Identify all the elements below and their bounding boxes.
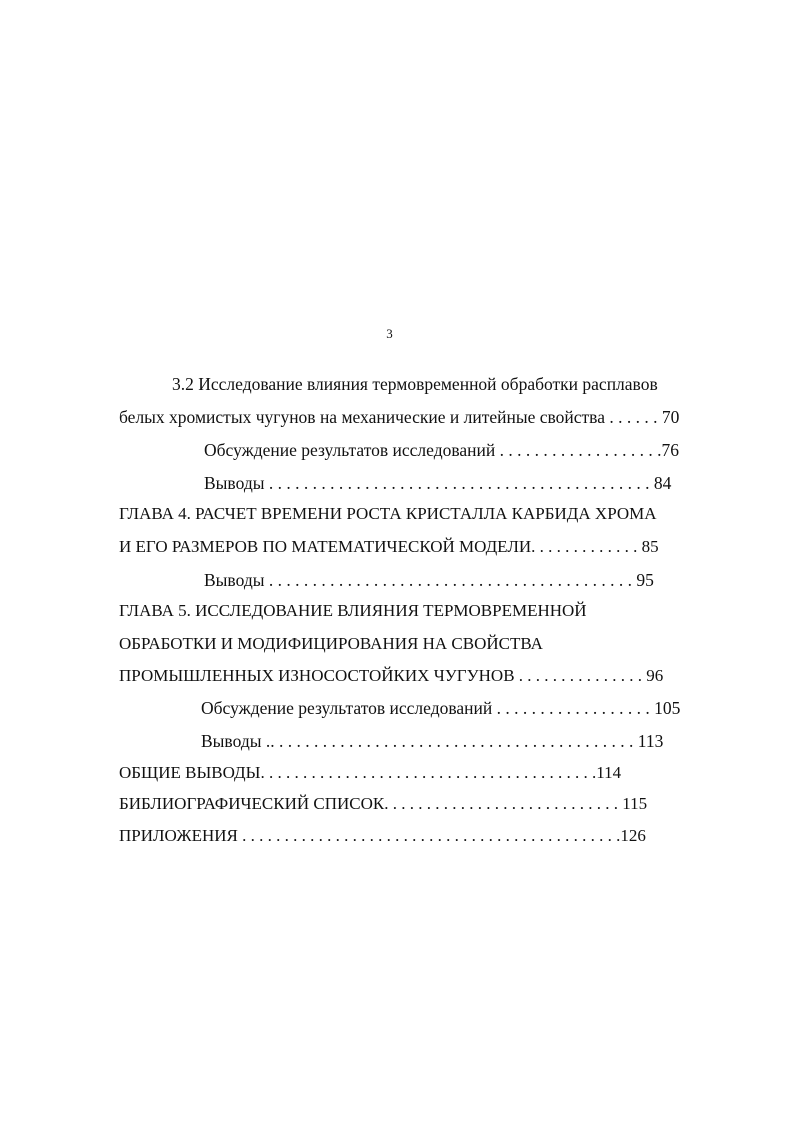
toc-entry-chapter-5-line1: ГЛАВА 5. ИССЛЕДОВАНИЕ ВЛИЯНИЯ ТЕРМОВРЕМЕННОЙ — [119, 601, 587, 620]
toc-entry-general-conclusions: ОБЩИЕ ВЫВОДЫ. . . . . . . . . . . . . . . . . . . . . . . . . . . . . . . . . . . . . . . .114 — [119, 763, 622, 782]
page-number: 3 — [386, 326, 393, 341]
toc-entry-discussion-5: Обсуждение результатов исследований . . . . . . . . . . . . . . . . . . 105 — [201, 698, 681, 718]
toc-entry-chapter-4-line1: ГЛАВА 4. РАСЧЕТ ВРЕМЕНИ РОСТА КРИСТАЛЛА КАРБИДА ХРОМА — [119, 504, 657, 523]
toc-entry-discussion-3: Обсуждение результатов исследований . . . . . . . . . . . . . . . . . . .76 — [204, 440, 679, 460]
toc-entry-section-3-2-line1: 3.2 Исследование влияния термовременной обработки расплавов — [172, 374, 658, 394]
toc-entry-section-3-2-line2: белых хромистых чугунов на механические и литейные свойства . . . . . . 70 — [119, 407, 680, 427]
toc-entry-chapter-4-line2: И ЕГО РАЗМЕРОВ ПО МАТЕМАТИЧЕСКОЙ МОДЕЛИ. . . . . . . . . . . . . 85 — [119, 537, 659, 556]
toc-entry-bibliography: БИБЛИОГРАФИЧЕСКИЙ СПИСОК. . . . . . . . . . . . . . . . . . . . . . . . . . . . 115 — [119, 794, 648, 813]
toc-entry-conclusions-5: Выводы .. . . . . . . . . . . . . . . . . . . . . . . . . . . . . . . . . . . . . . . . . . 113 — [201, 731, 664, 751]
toc-entry-chapter-5-line2: ОБРАБОТКИ И МОДИФИЦИРОВАНИЯ НА СВОЙСТВА — [119, 634, 543, 653]
toc-entry-chapter-5-line3: ПРОМЫШЛЕННЫХ ИЗНОСОСТОЙКИХ ЧУГУНОВ . . . . . . . . . . . . . . . 96 — [119, 666, 664, 685]
toc-entry-appendices: ПРИЛОЖЕНИЯ . . . . . . . . . . . . . . . . . . . . . . . . . . . . . . . . . . . . . . . . . . . . .126 — [119, 826, 646, 845]
toc-entry-conclusions-3: Выводы . . . . . . . . . . . . . . . . . . . . . . . . . . . . . . . . . . . . . . . . . . . . 84 — [204, 473, 672, 493]
toc-entry-conclusions-4: Выводы . . . . . . . . . . . . . . . . . . . . . . . . . . . . . . . . . . . . . . . . . . 95 — [204, 570, 654, 590]
